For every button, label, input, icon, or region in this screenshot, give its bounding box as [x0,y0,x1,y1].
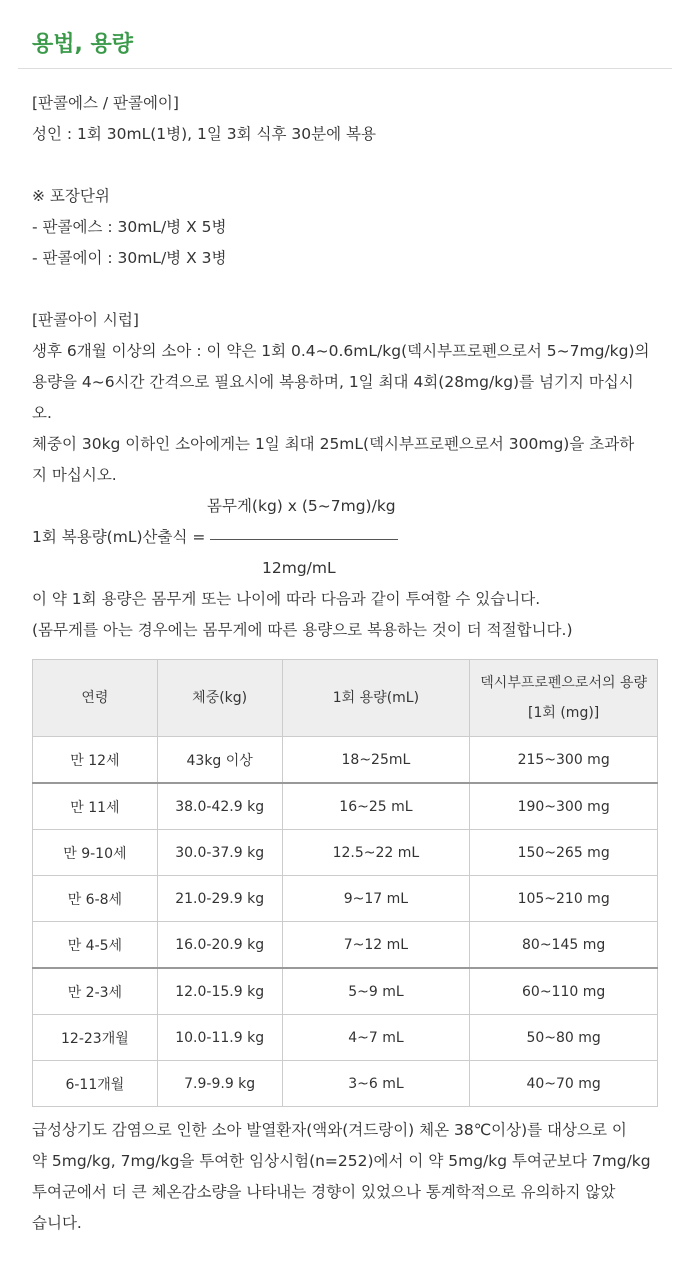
table-row [33,922,658,969]
dosage-table [32,659,658,1107]
cell-dose-ml: 7~12 mL [282,922,470,969]
cell-weight: 43kg 이상 [157,737,282,784]
syrup-max-line-1: 체중이 30kg 이하인 소아에게는 1일 최대 25mL(덱시부프로펜으로서 300mg)을 초과하 [32,435,635,453]
clinical-trial-line-3: 투여군에서 더 큰 체온감소량을 나타내는 경향이 있었으나 통계학적으로 유의하지 않았 [32,1183,616,1201]
cell-age: 만 9-10세 [33,830,158,876]
table-row [33,876,658,922]
section-heading-pancol-i-syrup: [판콜아이 시럽] [32,311,139,329]
clinical-trial-line-4: 습니다. [32,1214,82,1232]
table-row [33,783,658,830]
page-title: 용법, 용량 [32,32,134,57]
syrup-dose-line-2: 용량을 4~6시간 간격으로 필요시에 복용하며, 1일 최대 4회(28mg/kg)를 넘기지 마십시 [32,373,634,391]
header-weight: 체중(kg) [157,660,282,737]
fraction-line [210,539,398,540]
header-dexibuprofen-line-2: [1회 (mg)] [528,705,600,721]
cell-age: 만 4-5세 [33,922,158,969]
cell-age: 만 2-3세 [33,968,158,1015]
cell-dose-ml: 18~25mL [282,737,470,784]
formula-label: 1회 복용량(mL)산출식 = [32,528,206,546]
clinical-trial-line-2: 약 5mg/kg, 7mg/kg을 투여한 임상시험(n=252)에서 이 약 5mg/kg 투여군보다 7mg/kg [32,1152,651,1170]
spacer [32,274,672,305]
cell-weight: 30.0-37.9 kg [157,830,282,876]
cell-weight: 38.0-42.9 kg [157,783,282,830]
table-header-row [33,660,658,737]
dose-by-weight-text: 이 약 1회 용량은 몸무게 또는 나이에 따라 다음과 같이 투여할 수 있습니다. [32,590,541,608]
clinical-trial-note [32,1115,672,1239]
cell-dose-mg: 105~210 mg [470,876,658,922]
cell-dose-mg: 50~80 mg [470,1015,658,1061]
cell-age: 6-11개월 [33,1061,158,1107]
cell-dose-mg: 215~300 mg [470,737,658,784]
cell-weight: 10.0-11.9 kg [157,1015,282,1061]
cell-age: 만 12세 [33,737,158,784]
header-dexibuprofen-line-1: 덱시부프로펜으로서의 용량 [480,675,648,691]
adult-dose-text: 성인 : 1회 30mL(1병), 1일 3회 식후 30분에 복용 [32,125,376,143]
package-unit-heading: ※ 포장단위 [32,187,110,205]
cell-dose-ml: 16~25 mL [282,783,470,830]
dose-by-weight-note: (몸무게를 아는 경우에는 몸무게에 따른 용량으로 복용하는 것이 더 적절합니다.) [32,621,573,639]
cell-age: 만 11세 [33,783,158,830]
cell-weight: 21.0-29.9 kg [157,876,282,922]
dose-formula [32,491,672,584]
cell-dose-ml: 4~7 mL [282,1015,470,1061]
cell-weight: 12.0-15.9 kg [157,968,282,1015]
cell-dose-mg: 60~110 mg [470,968,658,1015]
syrup-max-line-2: 지 마십시오. [32,466,117,484]
cell-dose-mg: 190~300 mg [470,783,658,830]
table-row [33,1061,658,1107]
formula-denominator: 12mg/mL [262,559,336,577]
header-age: 연령 [33,660,158,737]
cell-age: 12-23개월 [33,1015,158,1061]
header-single-dose-ml: 1회 용량(mL) [282,660,470,737]
syrup-dose-line-1: 생후 6개월 이상의 소아 : 이 약은 1회 0.4~0.6mL/kg(덱시부프로펜으로서 5~7mg/kg)의 [32,342,650,360]
cell-dose-mg: 40~70 mg [470,1061,658,1107]
package-a-text: - 판콜에이 : 30mL/병 X 3병 [32,249,227,267]
cell-dose-ml: 9~17 mL [282,876,470,922]
table-row [33,968,658,1015]
header-dexibuprofen-dose [470,660,658,737]
table-row [33,737,658,784]
dosage-content [32,88,672,646]
spacer [32,150,672,181]
cell-dose-ml: 12.5~22 mL [282,830,470,876]
clinical-trial-line-1: 급성상기도 감염으로 인한 소아 발열환자(액와(겨드랑이) 체온 38℃이상)를 대상으로 이 [32,1121,627,1139]
table-row [33,830,658,876]
cell-dose-mg: 150~265 mg [470,830,658,876]
cell-dose-mg: 80~145 mg [470,922,658,969]
cell-dose-ml: 5~9 mL [282,968,470,1015]
syrup-dose-line-3: 오. [32,404,52,422]
section-heading-pancol-es-a: [판콜에스 / 판콜에이] [32,94,179,112]
cell-weight: 16.0-20.9 kg [157,922,282,969]
formula-numerator: 몸무게(kg) x (5~7mg)/kg [207,497,396,515]
table-row [33,1015,658,1061]
cell-weight: 7.9-9.9 kg [157,1061,282,1107]
package-es-text: - 판콜에스 : 30mL/병 X 5병 [32,218,227,236]
title-divider [18,68,672,69]
cell-dose-ml: 3~6 mL [282,1061,470,1107]
cell-age: 만 6-8세 [33,876,158,922]
